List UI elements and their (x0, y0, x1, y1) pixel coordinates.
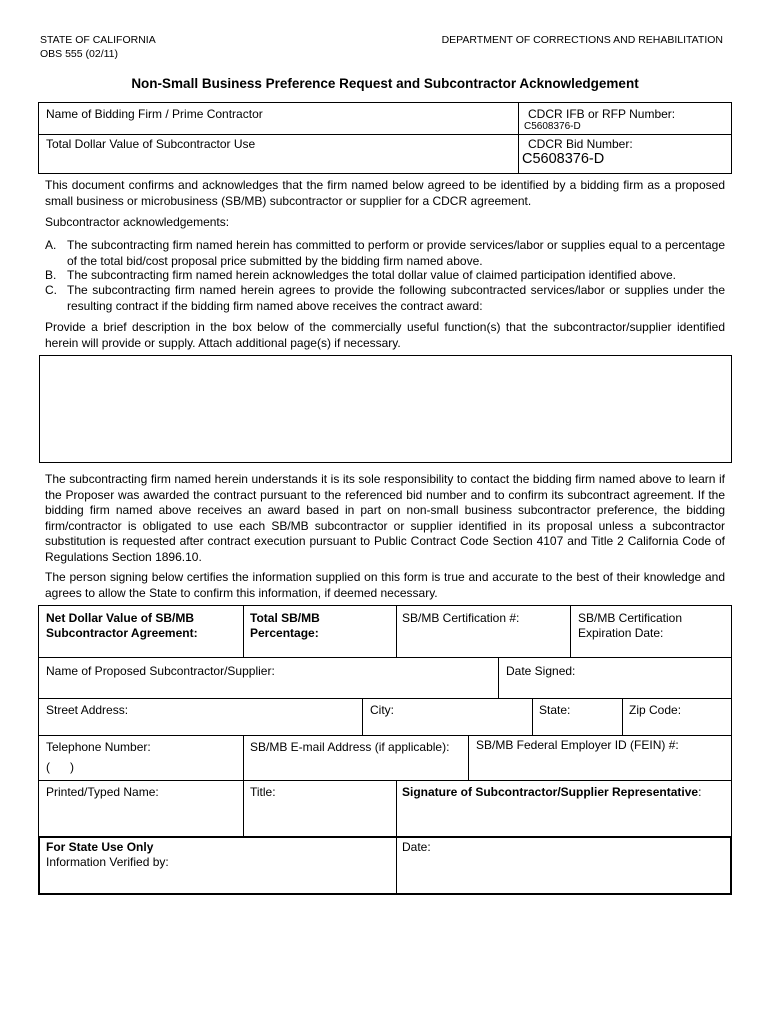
bid-number-label: CDCR Bid Number: (528, 137, 633, 151)
certify-paragraph: The person signing below certifies the information supplied on this form is true and accurate to the best of their knowledge and agrees to allow the State to confirm this information, if deemed necessary. (45, 570, 725, 600)
date-label: Date: (402, 840, 431, 854)
total-percentage-label: Total SB/MB Percentage: (250, 611, 320, 640)
ack-marker: C. (45, 283, 57, 297)
city-label: City: (370, 703, 394, 717)
telephone-area-code: ( ) (46, 760, 74, 774)
ack-item-b (45, 268, 725, 284)
department-label: DEPARTMENT OF CORRECTIONS AND REHABILITATION (441, 34, 723, 46)
bidding-firm-label: Name of Bidding Firm / Prime Contractor (46, 107, 263, 121)
description-instruction: Provide a brief description in the box below of the commercially useful function(s) that the subcontractor/supplier identified herein will provide or supply. Attach additional page(s) if necessary. (45, 320, 725, 350)
net-dollar-label: Net Dollar Value of SB/MB Subcontractor Agreement: (46, 611, 198, 640)
ack-marker: A. (45, 238, 57, 252)
signature-label: Signature of Subcontractor/Supplier Representative (402, 785, 699, 799)
printed-name-label: Printed/Typed Name: (46, 785, 159, 799)
subcontractor-name-label: Name of Proposed Subcontractor/Supplier: (46, 664, 275, 678)
bid-number-value: C5608376-D (522, 151, 605, 167)
verified-by-label: Information Verified by: (46, 855, 169, 869)
email-label: SB/MB E-mail Address (if applicable): (250, 740, 450, 754)
description-value (40, 356, 731, 368)
total-dollar-label: Total Dollar Value of Subcontractor Use (46, 137, 256, 151)
state-use-label: For State Use Only (46, 840, 154, 854)
ack-item-c (45, 283, 725, 315)
responsibility-paragraph: The subcontracting firm named herein understands it is its sole responsibility to contact the bidding firm named above to learn if the Proposer was awarded the contract pursuant to the referenced bid number and to confirm its subcontract agreement. If the bidding firm named above receives an award based in part on non-small business subcontractor preference, the bidding firm/contractor is obligated to use each SB/MB subcontractor or supplier identified in its proposal unless a subcontractor substitution is requested after contract execution pursuant to Public Contract Code Section 4107 and Title 2 California Code of Regulations Section 1896.10. (45, 472, 725, 564)
ack-marker: B. (45, 268, 57, 282)
ack-item-a (45, 238, 725, 270)
ifb-value: C5608376-D (524, 121, 581, 132)
title-label: Title: (250, 785, 276, 799)
street-address-label: Street Address: (46, 703, 129, 717)
state-field-label: State: (539, 703, 571, 717)
ifb-label: CDCR IFB or RFP Number: (528, 107, 676, 121)
ack-text: The subcontracting firm named herein acknowledges the total dollar value of claimed participation identified above. (67, 268, 677, 282)
description-box[interactable] (39, 355, 732, 463)
certification-number-label: SB/MB Certification #: (402, 611, 520, 625)
zip-code-label: Zip Code: (629, 703, 682, 717)
signature-colon: : (698, 785, 702, 799)
ack-heading: Subcontractor acknowledgements: (45, 215, 230, 229)
fein-label: SB/MB Federal Employer ID (FEIN) #: (476, 738, 679, 752)
ack-text: The subcontracting firm named herein agrees to provide the following subcontracted services/labor or supplies under the resulting contract if the bidding firm named above receives the contract award: (67, 283, 725, 313)
form-id: OBS 555 (02/11) (40, 48, 119, 60)
signature-label-wrap (402, 785, 701, 800)
telephone-label: Telephone Number: (46, 740, 151, 754)
page-title: Non-Small Business Preference Request and Subcontractor Acknowledgement (131, 76, 639, 91)
state-label: STATE OF CALIFORNIA (40, 34, 156, 46)
ack-text: The subcontracting firm named herein has committed to perform or provide services/labor or supplies equal to a percentage of the total bid/cost proposal price submitted by the bidding firm named above. (67, 238, 725, 268)
certification-expiration-label: SB/MB Certification Expiration Date: (578, 611, 683, 640)
date-signed-label: Date Signed: (506, 664, 576, 678)
intro-paragraph: This document confirms and acknowledges that the firm named below agreed to be identified by a bidding firm as a proposed small business or microbusiness (SB/MB) subcontractor or supplier for a CDCR agreement. (45, 178, 725, 208)
